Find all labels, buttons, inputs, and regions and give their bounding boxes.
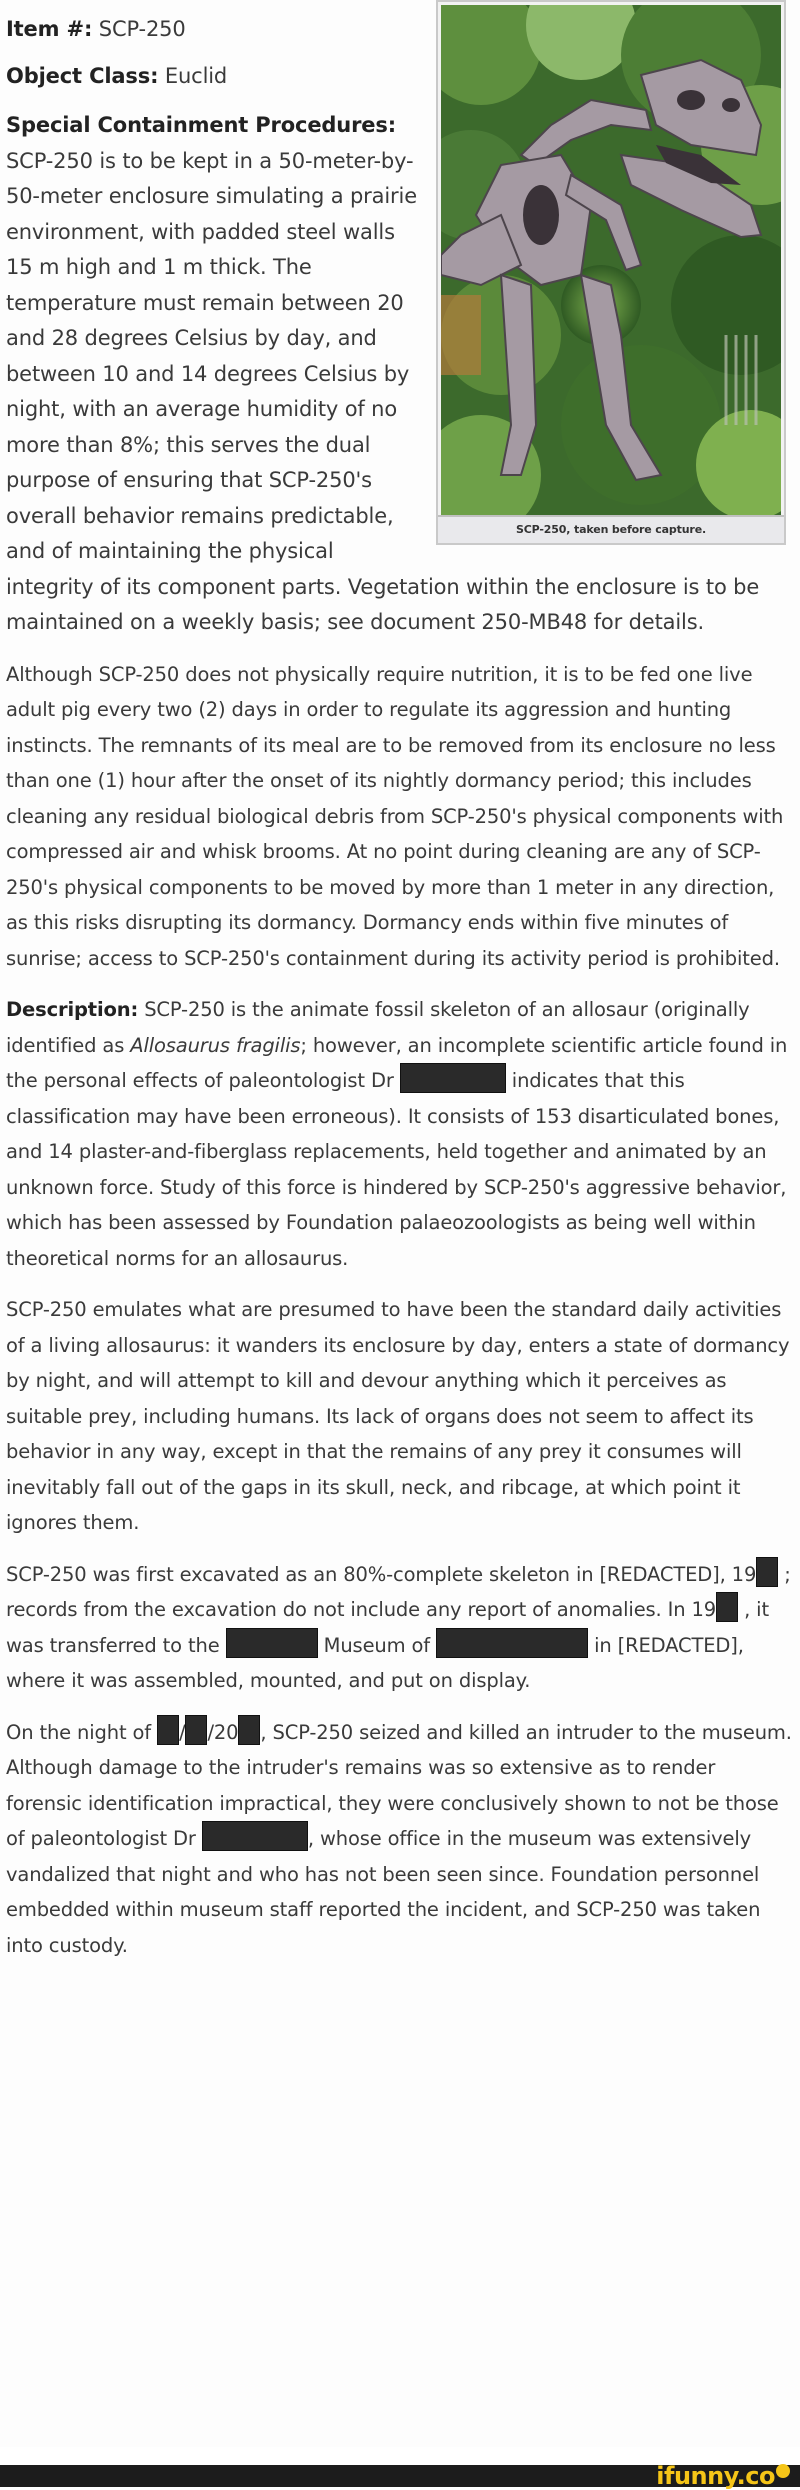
- incident-text-a: On the night of: [6, 1720, 158, 1744]
- object-class-label: Object Class:: [6, 63, 159, 88]
- item-number-value: SCP-250: [98, 17, 186, 41]
- redacted-block: [716, 1592, 738, 1622]
- scp-article: [6, 0, 792, 1963]
- species-name: Allosaurus fragilis: [130, 1033, 301, 1057]
- description-label: Description:: [6, 998, 139, 1021]
- smiley-icon: [776, 2464, 790, 2478]
- watermark-text: ifunny.co: [656, 2462, 775, 2490]
- watermark-bar: [0, 2462, 800, 2490]
- behavior-paragraph: SCP-250 emulates what are presumed to have been the standard daily activities of a living allosaurus: it wanders its enclosure by day, enters a state of dormancy by night, and will attempt to kill and devour anything which it perceives as suitable prey, including humans. Its lack of organs does not seem to affect its behavior in any way, except in that the remains of any prey it consumes will inevitably fall out of the gaps in its skull, neck, and ribcage, at which point it ignores them.: [6, 1298, 790, 1534]
- object-class-value: Euclid: [164, 63, 228, 88]
- incident-sep-1: /: [179, 1720, 186, 1744]
- description-text-a: SCP-250 is the animate fossil skeleton of an allosaur (originally identified as: [6, 998, 750, 1057]
- history-text-c: , it was transferred to the: [6, 1598, 769, 1657]
- redacted-block: [756, 1557, 778, 1587]
- incident-text-c: , whose office in the museum was extensively vandalized that night and who has not been seen since. Foundation personnel embedded within museum staff reported the incident, and SCP-250 was taken into custody.: [6, 1827, 761, 1957]
- containment-text-1: SCP-250 is to be kept in a 50-meter-by-50-meter enclosure simulating a prairie environment, with padded steel walls 15 m high and 1 m thick. The temperature must remain between 20 and 28 degrees Celsius by day, and between 10 and 14 degrees Celsius by night, with an average humidity of no more than 8%; this serves the dual purpose of ensuring that SCP-250's overall behavior remains predictable, and of maintaining the physical integrity of its component parts. Vegetation within the enclosure is to be maintained on a weekly basis; see document 250-MB48 for details.: [6, 148, 760, 634]
- figure-caption: SCP-250, taken before capture.: [438, 515, 784, 543]
- history-text-e: in [REDACTED], where it was assembled, mounted, and put on display.: [6, 1633, 744, 1692]
- redacted-block: [238, 1715, 260, 1745]
- description-paragraph: [6, 992, 792, 1276]
- redacted-block: [202, 1821, 308, 1851]
- redacted-block: [157, 1715, 179, 1745]
- history-text-d: Museum of: [317, 1633, 437, 1657]
- allosaurus-skeleton-image: [441, 5, 781, 515]
- history-text-b: ; records from the excavation do not include any report of anomalies. In 19: [6, 1562, 791, 1621]
- description-text-b: ; however, an incomplete scientific article found in the personal effects of paleontologist Dr: [6, 1033, 788, 1092]
- incident-sep-2: /20: [207, 1720, 239, 1744]
- redacted-block: [185, 1715, 207, 1745]
- containment-label: Special Containment Procedures:: [6, 113, 396, 137]
- incident-paragraph: [6, 1715, 792, 1964]
- skeleton-photo: [441, 5, 781, 515]
- item-number-label: Item #:: [6, 17, 93, 41]
- history-paragraph: [6, 1557, 792, 1699]
- redacted-block: [436, 1628, 588, 1658]
- article-figure: [436, 0, 786, 545]
- history-text-a: SCP-250 was first excavated as an 80%-complete skeleton in [REDACTED], 19: [6, 1562, 757, 1586]
- incident-text-b: , SCP-250 seized and killed an intruder to the museum. Although damage to the intruder's remains was so extensive as to render forensic identification impractical, they were conclusively shown to not be those of paleontologist Dr: [6, 1720, 792, 1850]
- description-text-c: indicates that this classification may have been erroneous). It consists of 153 disarticulated bones, and 14 plaster-and-fiberglass replacements, held together and animated by an unknown force. Study of this force is hindered by SCP-250's aggressive behavior, which has been assessed by Foundation palaeozoologists as being well within theoretical norms for an allosaurus.: [6, 1069, 787, 1270]
- ifunny-logo[interactable]: [656, 2462, 790, 2490]
- redacted-block: [400, 1063, 506, 1093]
- containment-paragraph-2: Although SCP-250 does not physically require nutrition, it is to be fed one live adult pig every two (2) days in order to regulate its aggression and hunting instincts. The remnants of its meal are to be removed from its enclosure no less than one (1) hour after the onset of its nightly dormancy period; this includes cleaning any residual biological debris from SCP-250's physical components with compressed air and whisk brooms. At no point during cleaning are any of SCP-250's physical components to be moved by more than 1 meter in any direction, as this risks disrupting its dormancy. Dormancy ends within five minutes of sunrise; access to SCP-250's containment during its activity period is prohibited.: [6, 662, 784, 970]
- redacted-block: [226, 1628, 318, 1658]
